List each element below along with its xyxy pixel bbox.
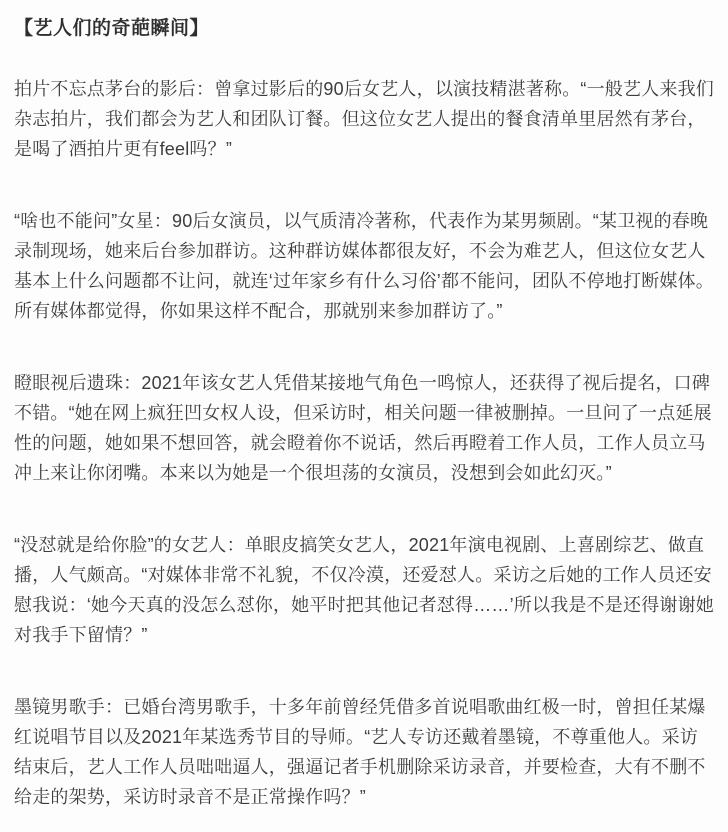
paragraph-rude-comedy-actress: “没怼就是给你脸”的女艺人：单眼皮搞笑女艺人，2021年演电视剧、上喜剧综艺、做直播，人气颇高。“对媒体非常不礼貌，不仅冷漠，还爱怼人。采访之后她的工作人员还安慰我说：‘她今天真的没怎么怼你，她平时把其他记者怼得……’所以我是不是还得谢谢她对我手下留情？” xyxy=(14,535,714,645)
paragraph-maotai-actress: 拍片不忘点茅台的影后：曾拿过影后的90后女艺人，以演技精湛著称。“一般艺人来我们杂志拍片，我们都会为艺人和团队订餐。但这位女艺人提出的餐食清单里居然有茅台，是喝了酒拍片更有feel吗？” xyxy=(14,79,715,159)
paragraph-staring-actress: 瞪眼视后遗珠：2021年该女艺人凭借某接地气角色一鸣惊人，还获得了视后提名，口碑不错。“她在网上疯狂凹女权人设，但采访时，相关问题一律被删掉。一旦问了一点延展性的问题，她如果不想回答，就会瞪着你不说话，然后再瞪着工作人员，工作人员立马冲上来让你闭嘴。本来以为她是一个很坦荡的女演员，没想到会如此幻灭。” xyxy=(14,373,712,483)
paragraph-sunglasses-singer: 墨镜男歌手：已婚台湾男歌手，十多年前曾经凭借多首说唱歌曲红极一时，曾担任某爆红说唱节目以及2021年某选秀节目的导师。“艺人专访还戴着墨镜，不尊重他人。采访结束后，艺人工作人员咄咄逼人，强逼记者手机删除采访录音，并要检查，大有不删不给走的架势，采访时录音不是正常操作吗？” xyxy=(14,697,706,807)
paragraph-no-questions-star: “啥也不能问”女星：90后女演员，以气质清冷著称，代表作为某男频剧。“某卫视的春晚录制现场，她来后台参加群访。这种群访媒体都很友好，不会为难艺人，但这位女艺人基本上什么问题都不让问，就连‘过年家乡有什么习俗’都不能问，团队不停地打断媒体。所有媒体都觉得，你如果这样不配合，那就别来参加群访了。” xyxy=(14,211,714,321)
article-title: 【艺人们的奇葩瞬间】 xyxy=(14,18,210,39)
